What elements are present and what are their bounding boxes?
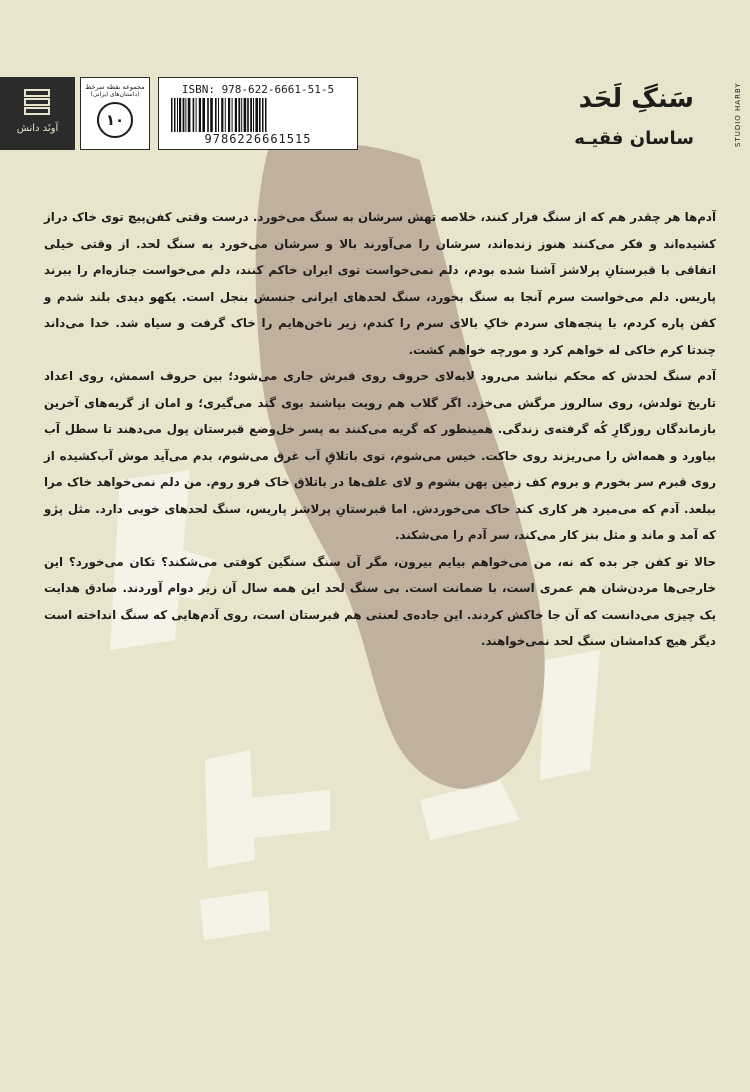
barcode-bar (207, 98, 209, 132)
series-badge (80, 77, 150, 150)
barcode-bar (193, 98, 195, 132)
barcode-bar (218, 98, 219, 132)
isbn-label: ISBN: 978-622-6661-51-5 (181, 83, 335, 96)
barcode-bar (215, 98, 217, 132)
barcode-bar (244, 98, 247, 132)
barcode-bar (202, 98, 205, 132)
barcode-bar (259, 98, 261, 132)
publisher-name: آونَد دانش (16, 123, 59, 134)
barcode-bar (235, 98, 237, 132)
barcode-bar (265, 98, 267, 132)
blurb-paragraph: حالا تو کفن جر بده که نه، من می‌خواهم بیایم بیرون، مگر آن سنگ سنگین کوفتی می‌شکند؟ تکان می‌خورد؟ این خارجی‌ها مردن‌شان هم عمری است، با ضمانت است. بی سنگ لحد این همه سال آن زیر دوام آوردند. صادق هدایت یک چیزی می‌دانست که آن جا خاکش کردند. این جاده‌ی لعنتی هم قبرستان است، روی آدم‌هایی که سنگ انداخته است دیگر هیچ کدامشان سنگ لحد نمی‌خواهند. (44, 554, 716, 648)
barcode-bar (247, 98, 249, 132)
back-cover-blurb (44, 204, 716, 740)
publisher-logo (0, 77, 75, 150)
barcode-bar (199, 98, 201, 132)
barcode-bar (228, 98, 230, 132)
book-stack-icon (22, 87, 52, 117)
series-subtitle: (داستان‌های ایرانی) (90, 91, 140, 98)
isbn-barcode (158, 77, 358, 150)
barcode-bar (196, 98, 197, 132)
barcode-digits: 9786226661515 (204, 132, 312, 146)
barcode-bar (210, 98, 213, 132)
barcode-bar (179, 98, 181, 132)
barcode-bar (225, 98, 226, 132)
barcode-bar (262, 98, 264, 132)
barcode-bar (171, 98, 173, 132)
barcode-bar (238, 98, 240, 132)
author-name: ساسان فقیـه (574, 128, 694, 149)
barcode-bar (221, 98, 223, 132)
barcode-bar (183, 98, 185, 132)
barcode-bar (253, 98, 254, 132)
series-number: ۱۰ (97, 102, 133, 138)
blurb-paragraph: آدم‌ها هر چقدر هم که از سنگ فرار کنند، خلاصه تهش سرشان به سنگ می‌خورد. درست وقتی کفن‌پیچ توی خاک دراز کشیده‌اند و فکر می‌کنند هنوز زنده‌اند، سرشان را می‌آورند بالا و سرشان می‌خورد به سنگ لحد. از وقتی خیلی اتفاقی با قبرستانِ پرلاشز آشنا شده بودم، دلم نمی‌خواست توی ایران خاکم کنند، دلم می‌خواست جنازه‌ام را ببرند پاریس. دلم می‌خواست سرم آنجا به سنگ بخورد، سنگ لحدهای ایرانی جنسش بنجل است. یکهو دیدی بلند شدم و کفن پاره کردم، با پنجه‌های سردم خاکِ بالای سرم را کندم، زیر ناخن‌هایم را خاک گرفت و سیاه شد. خدا می‌داند چندتا کرم خاکی له خواهم کرد و مورچه خواهم کشت. (44, 210, 716, 357)
barcode-bars (171, 98, 347, 132)
book-title: سَنگِ لَحَد (578, 84, 694, 114)
barcode-bar (177, 98, 178, 132)
barcode-bar (241, 98, 242, 132)
studio-credit: STUDIO HARBY (734, 82, 742, 148)
series-title: مجموعه نقطه سرخط (85, 83, 145, 91)
blurb-paragraph: آدم سنگ لحدش که محکم نباشد می‌رود لابه‌لای حروف روی قبرش جاری می‌شود؛ بین حروف اسمش، روی اعداد تاریخ تولدش، روی سالروز مرگش می‌خزد. اگر گلاب هم رویت بپاشند بوی گند می‌گیری؛ و امان از گریه‌های آخرین بازماندگان روزگارِ کُه گرفته‌ی زندگی. همینطور که گریه می‌کنند به پسر خل‌وضع قبرستان پول می‌دهند تا سطل آب بیاورد و همه‌اش را می‌ریزند روی خاکت. خیس می‌شوم، توی باتلاقِ آب غرق می‌شوم، بدم می‌آید موش آب‌کشیده از روی قبرم سر بخورم و بروم کف زمین پهن بشوم و لای علف‌ها در باتلاق خاک فرو روم. من دلم نمی‌خواهد خاک مرا ببلعد. آدم که می‌میرد هر کاری کند خاک می‌خوردش. اما قبرستانِ پرلاشز پاریس، سنگ لحدهای خوبی دارد. مثل پژو که آمد و ماند و مثل بنز کار می‌کند، سر آدم را می‌شکند. (44, 369, 716, 542)
barcode-bar (188, 98, 191, 132)
barcode-bar (250, 98, 252, 132)
barcode-bar (185, 98, 186, 132)
barcode-bar (232, 98, 233, 132)
barcode-bar (174, 98, 176, 132)
barcode-bar (255, 98, 258, 132)
